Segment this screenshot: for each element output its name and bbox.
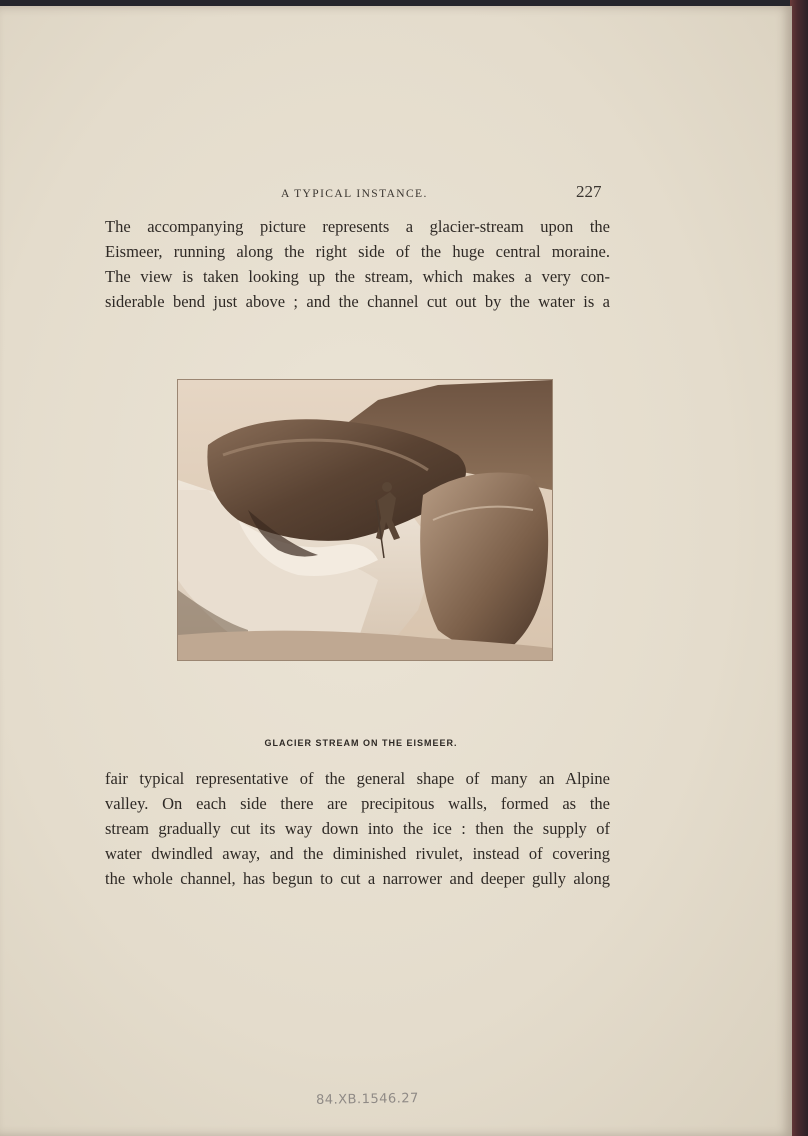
running-head (0, 180, 808, 210)
text-line: siderable bend just above ; and the channel cut out by the water is a (105, 292, 610, 311)
text-line: The view is taken looking up the stream, which makes a very con- (105, 267, 610, 286)
running-title: A TYPICAL INSTANCE. (281, 188, 428, 200)
text-line: Eismeer, running along the right side of the huge central moraine. (105, 242, 610, 261)
paragraph-bottom (105, 766, 610, 891)
text-line: valley. On each side there are precipitous walls, formed as the (105, 794, 610, 813)
pencil-shelfmark: 84.XB.1546.27 (315, 1091, 420, 1108)
paragraph-top (105, 214, 610, 314)
text-line: fair typical representative of the general shape of many an Alpine (105, 769, 610, 788)
text-line: the whole channel, has begun to cut a narrower and deeper gully along (105, 869, 610, 888)
photograph-image (178, 380, 552, 660)
figure-caption: GLACIER STREAM ON THE EISMEER. (264, 738, 458, 748)
text-line: stream gradually cut its way down into the ice : then the supply of (105, 819, 610, 838)
text-line: The accompanying picture represents a glacier-stream upon the (105, 217, 610, 236)
glacier-photograph (178, 380, 552, 660)
book-cover-edge (790, 0, 808, 1136)
page-number: 227 (576, 182, 602, 201)
text-line: water dwindled away, and the diminished rivulet, instead of covering (105, 844, 610, 863)
